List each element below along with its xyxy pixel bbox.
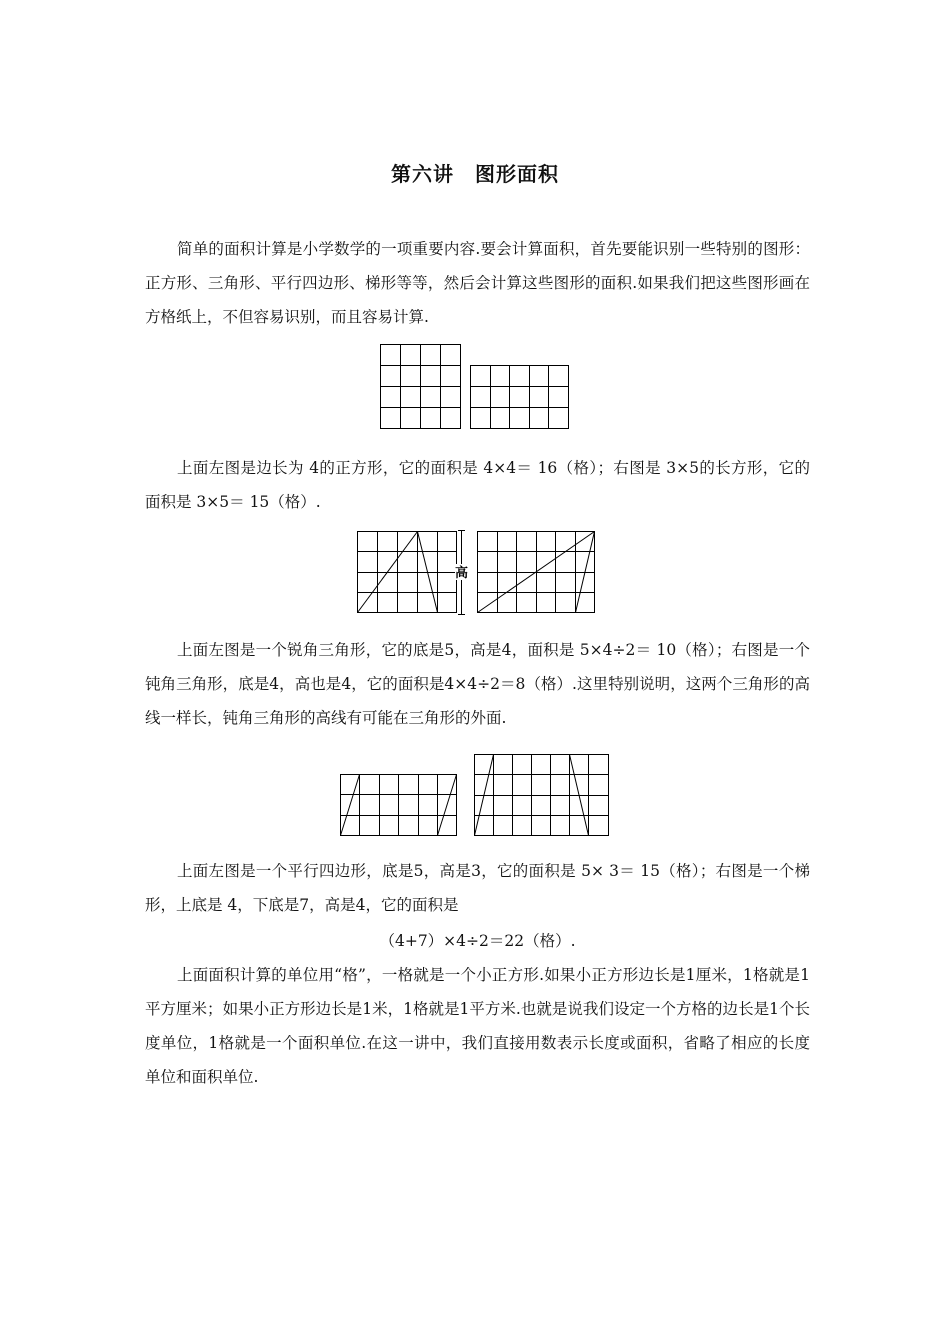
triangles-paragraph: 上面左图是一个锐角三角形，它的底是5，高是4，面积是 5×4÷2＝ 10（格）；右图是一个钝角三角形，底是4，高也是4，它的面积是4×4÷2＝8（格）.这里特别说明，这两个三角形的高线一样长，钝角三角形的高线有可能在三角形的外面. xyxy=(145,641,810,727)
rectangle-grid xyxy=(471,366,569,429)
parallelogram-trapezoid-paragraph: 上面左图是一个平行四边形，底是5，高是3，它的面积是 5× 3＝ 15（格）；右图是一个梯形，上底是 4，下底是7，高是4，它的面积是 xyxy=(145,862,810,914)
parallelogram-trapezoid-figure xyxy=(338,752,613,840)
units-paragraph: 上面面积计算的单位用“格”，一格就是一个小正方形.如果小正方形边长是1厘米，1格就是1平方厘米；如果小正方形边长是1米，1格就是1平方米.也就是说我们设定一个方格的边长是1个长度单位，1格就是一个面积单位.在这一讲中，我们直接用数表示长度或面积，省略了相应的长度单位和面积单位. xyxy=(145,966,810,1086)
height-marker xyxy=(455,531,470,615)
obtuse-triangle-grid xyxy=(478,532,595,613)
square-rectangle-figure xyxy=(380,344,575,430)
triangles-figure xyxy=(356,528,598,616)
parallelogram-grid xyxy=(341,775,457,836)
intro-paragraph: 简单的面积计算是小学数学的一项重要内容.要会计算面积，首先要能识别一些特别的图形：正方形、三角形、平行四边形、梯形等等，然后会计算这些图形的面积.如果我们把这些图形画在方格纸上，不但容易识别，而且容易计算. xyxy=(145,240,810,326)
parallelogram-left-side xyxy=(341,775,360,836)
page-title: 第六讲 图形面积 xyxy=(391,162,559,186)
square-rectangle-paragraph: 上面左图是边长为 4的正方形，它的面积是 4×4＝ 16（格）；右图是 3×5的长方形，它的面积是 3×5＝ 15（格）. xyxy=(145,459,810,511)
trapezoid-formula: （4+7）×4÷2＝22（格）. xyxy=(379,932,576,950)
acute-triangle-grid xyxy=(358,532,457,613)
trapezoid-grid xyxy=(475,755,609,836)
parallelogram-right-side xyxy=(438,775,457,836)
square-grid xyxy=(381,345,461,429)
height-label: 高 xyxy=(455,566,469,581)
